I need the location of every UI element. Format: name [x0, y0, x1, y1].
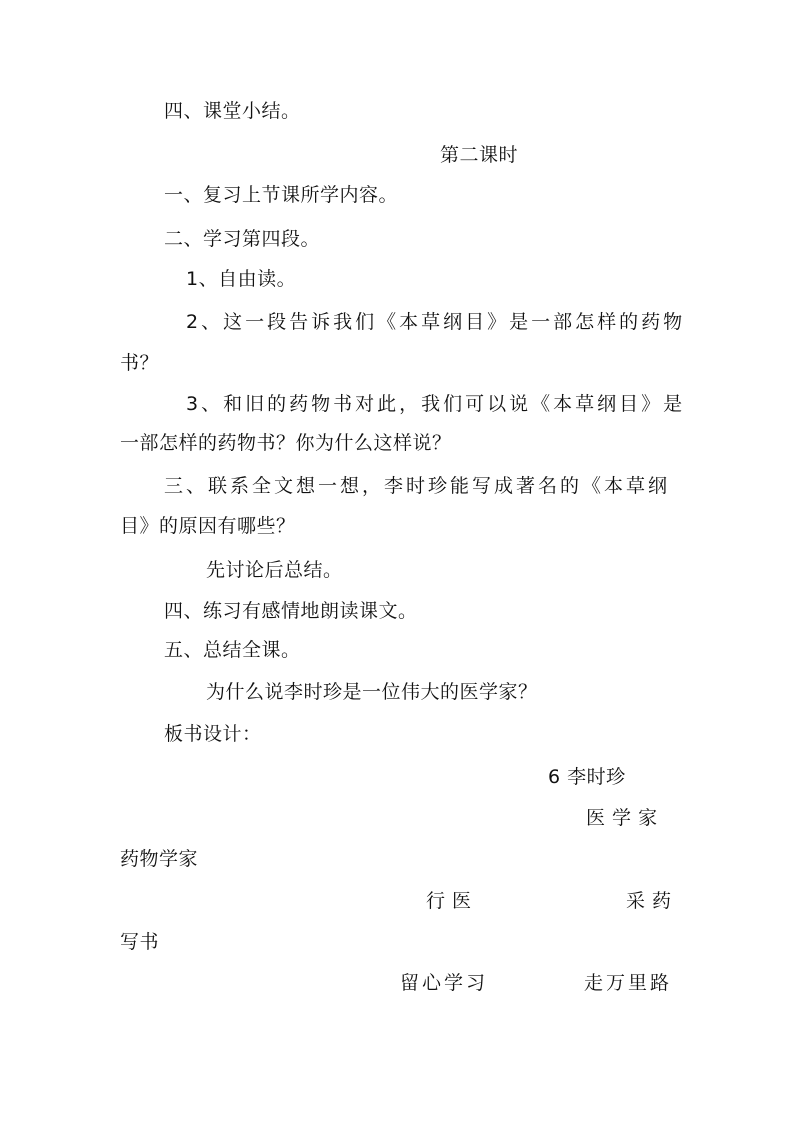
paragraph-line: 2、这一段告诉我们《本草纲目》是一部怎样的药物 — [186, 311, 686, 333]
paragraph-line: 二、学习第四段。 — [164, 228, 321, 250]
paragraph-line: 一部怎样的药物书？你为什么这样说？ — [120, 432, 452, 454]
paragraph-line: 四、练习有感情地朗读课文。 — [164, 600, 418, 622]
section-summary-line: 四、课堂小结。 — [164, 100, 301, 122]
paragraph-line: 一、复习上节课所学内容。 — [164, 184, 399, 206]
paragraph-line: 五、总结全课。 — [164, 639, 301, 661]
board-travel: 走万里路 — [584, 972, 673, 994]
paragraph-line: 为什么说李时珍是一位伟大的医学家？ — [206, 681, 538, 703]
lesson-heading: 第二课时 — [440, 144, 519, 166]
paragraph-line: 先讨论后总结。 — [206, 559, 343, 581]
board-design-label: 板书设计： — [164, 723, 262, 745]
board-practice-medicine: 行 医 — [426, 890, 472, 912]
board-pharmacologist: 药物学家 — [120, 848, 199, 870]
board-physician: 医 学 家 — [586, 807, 658, 829]
paragraph-line: 目》的原因有哪些？ — [120, 515, 296, 537]
paragraph-line: 书？ — [120, 352, 160, 374]
board-write-book: 写书 — [120, 931, 160, 953]
board-study-carefully: 留心学习 — [400, 972, 489, 994]
paragraph-line: 三、联系全文想一想，李时珍能写成著名的《本草纲 — [164, 475, 671, 497]
paragraph-line: 3、和旧的药物书对此，我们可以说《本草纲目》是 — [186, 393, 686, 415]
board-title: 6 李时珍 — [548, 766, 626, 788]
board-collect-herbs: 采 药 — [626, 890, 672, 912]
paragraph-line: 1、自由读。 — [186, 268, 297, 290]
